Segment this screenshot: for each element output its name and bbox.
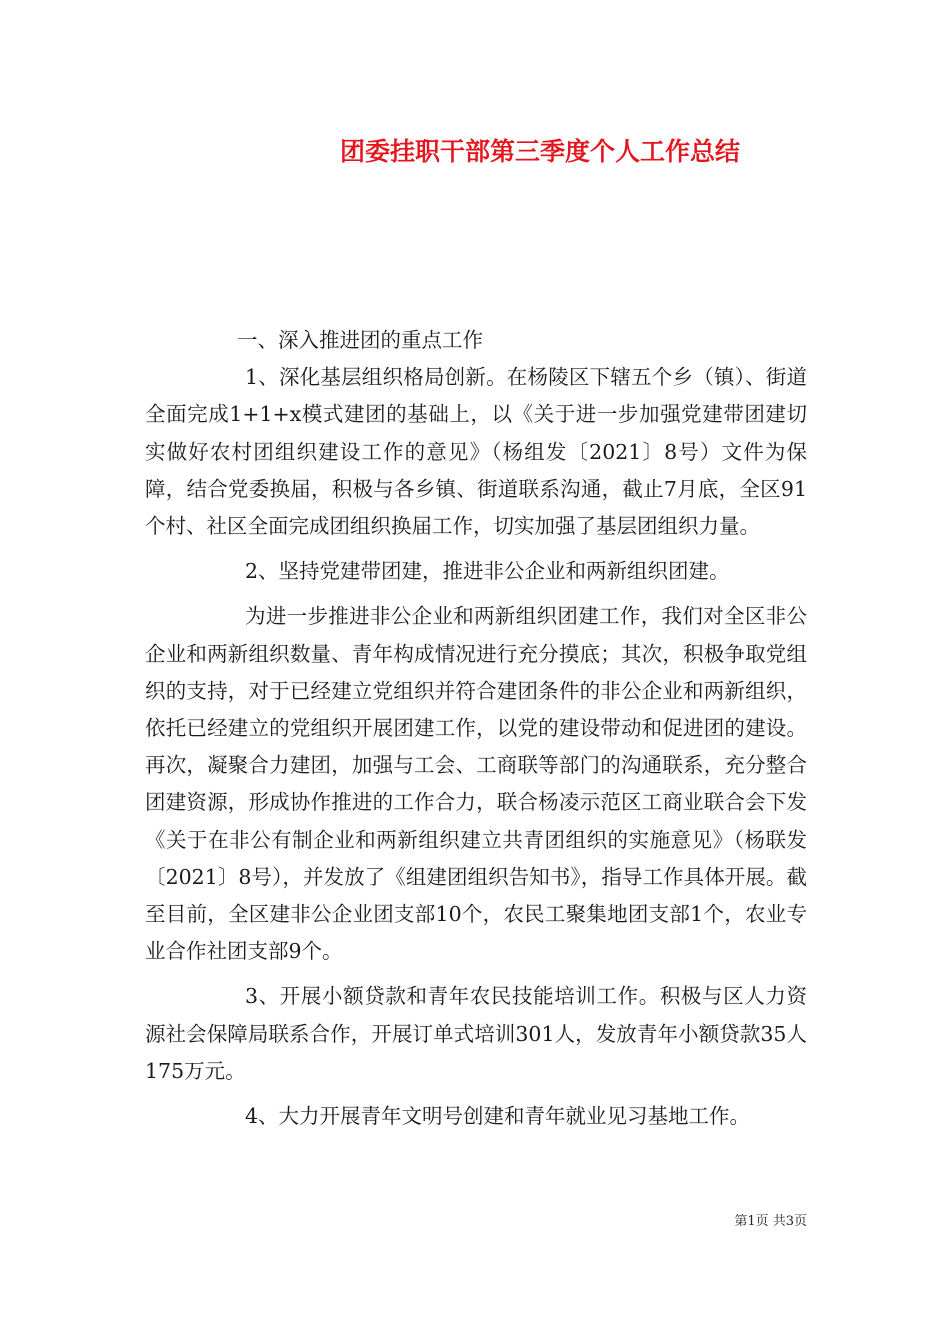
document-body [145, 322, 807, 1135]
paragraph-5: 4、大力开展青年文明号创建和青年就业见习基地工作。 [245, 1104, 751, 1129]
paragraph-3: 为进一步推进非公企业和两新组织团建工作，我们对全区非公企业和两新组织数量、青年构成情况进行充分摸底；其次，积极争取党组织的支持，对于已经建立党组织并符合建团条件的非公企业和两新组织，依托已经建立的党组织开展团建工作，以党的建设带动和促进团的建设。再次，凝聚合力建团，加强与工会、工商联等部门的沟通联系，充分整合团建资源，形成协作推进的工作合力，联合杨凌示范区工商业联合会下发《关于在非公有制企业和两新组织建立共青团组织的实施意见》（杨联发〔2021〕8号），并发放了《组建团组织告知书》，指导工作具体开展。截至目前，全区建非公企业团支部10个，农民工聚集地团支部1个，农业专业合作社团支部9个。 [145, 604, 807, 964]
section-heading: 一、深入推进团的重点工作 [237, 328, 483, 352]
paragraph-1: 1、深化基层组织格局创新。在杨陵区下辖五个乡（镇）、街道全面完成1+1+x模式建团的基础上，以《关于进一步加强党建带团建切实做好农村团组织建设工作的意见》（杨组发〔2021〕8号）文件为保障，结合党委换届，积极与各乡镇、街道联系沟通，截止7月底，全区91个村、社区全面完成团组织换届工作，切实加强了基层团组织力量。 [145, 365, 807, 539]
paragraph-2: 2、坚持党建带团建，推进非公企业和两新组织团建。 [245, 559, 730, 584]
page-number: 第1页 共3页 [734, 1214, 807, 1229]
paragraph-4: 3、开展小额贷款和青年农民技能培训工作。积极与区人力资源社会保障局联系合作，开展订单式培训301人，发放青年小额贷款35人175万元。 [145, 984, 807, 1083]
document-title: 团委挂职干部第三季度个人工作总结 [339, 137, 740, 166]
